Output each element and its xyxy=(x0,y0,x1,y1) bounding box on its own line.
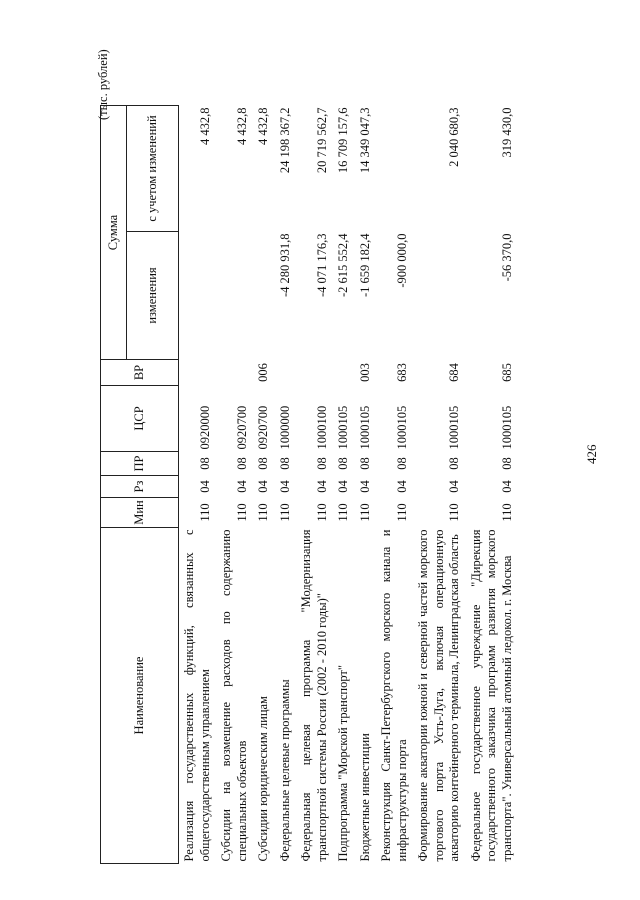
cell-total: 20 719 562,7 xyxy=(314,107,329,174)
cell-min: 110 xyxy=(447,503,461,522)
cell-total: 319 430,0 xyxy=(499,107,514,158)
cell-rz: 04 xyxy=(314,480,329,493)
cell-vr: 003 xyxy=(357,363,372,382)
cell-rz: 04 xyxy=(394,480,409,493)
cell-rz: 04 xyxy=(499,480,514,493)
cell-vr: 006 xyxy=(256,363,270,382)
cell-pr: 08 xyxy=(447,457,461,470)
page-number: 426 xyxy=(584,444,599,464)
cell-min: 110 xyxy=(314,503,329,522)
cell-pr: 08 xyxy=(197,457,212,470)
cell-vr: 685 xyxy=(499,363,514,382)
cell-rz: 04 xyxy=(336,480,350,493)
cell-csr: 1000105 xyxy=(447,405,461,450)
table-row xyxy=(466,106,519,864)
table-body xyxy=(179,106,519,864)
table-row xyxy=(216,106,253,864)
cell-vr xyxy=(333,360,355,386)
cell-csr: 1000000 xyxy=(277,405,292,450)
cell-pr: 08 xyxy=(314,457,329,470)
header-rz: Рз xyxy=(101,476,179,498)
cell-min: 110 xyxy=(197,503,212,522)
cell-vr xyxy=(179,360,217,386)
cell-pr: 08 xyxy=(357,457,372,470)
table-row xyxy=(275,106,297,864)
cell-name: Реконструкция Санкт-Петербургского морского канала и инфраструктуры порта xyxy=(379,529,409,862)
cell-min: 110 xyxy=(234,503,249,522)
cell-min: 110 xyxy=(277,503,292,522)
cell-name: Субсидии юридическим лицам xyxy=(256,696,270,862)
cell-vr: 684 xyxy=(447,363,461,382)
cell-rz: 04 xyxy=(447,480,461,493)
cell-change xyxy=(216,232,253,360)
cell-min: 110 xyxy=(357,503,372,522)
cell-csr: 1000100 xyxy=(314,405,329,450)
cell-min: 110 xyxy=(499,503,514,522)
cell-pr: 08 xyxy=(234,457,249,470)
cell-total: 4 432,8 xyxy=(234,107,249,145)
cell-change: -4 280 931,8 xyxy=(277,233,292,298)
cell-change xyxy=(253,232,275,360)
cell-vr xyxy=(296,360,333,386)
budget-table xyxy=(100,105,518,864)
cell-vr xyxy=(275,360,297,386)
cell-csr: 1000105 xyxy=(394,405,409,450)
table-header xyxy=(101,106,179,864)
cell-total: 24 198 367,2 xyxy=(277,107,292,174)
cell-pr: 08 xyxy=(277,457,292,470)
cell-change xyxy=(413,232,466,360)
cell-name: Субсидии на возмещение расходов по содержанию специальных объектов xyxy=(219,529,249,862)
units-label: (тыс. рублей) xyxy=(96,49,110,120)
header-vr: ВР xyxy=(101,360,179,386)
cell-name: Федеральные целевые программы xyxy=(277,679,292,862)
cell-name: Бюджетные инвестиции xyxy=(357,733,372,862)
cell-csr: 0920700 xyxy=(256,405,270,450)
cell-csr: 1000105 xyxy=(499,405,514,450)
cell-csr: 1000105 xyxy=(357,405,372,450)
header-change: изменения xyxy=(127,232,179,360)
header-sum: Сумма xyxy=(101,106,127,360)
table-row xyxy=(355,106,377,864)
cell-name: Федеральное государственное учреждение "Дирекция государственного заказчика программ развития морского транспорта". Универсальный атомный ледокол. г. Москва xyxy=(468,529,514,862)
table-row xyxy=(376,106,413,864)
cell-rz: 04 xyxy=(256,480,270,493)
cell-total: 2 040 680,3 xyxy=(447,107,461,167)
table-row xyxy=(413,106,466,864)
cell-min: 110 xyxy=(256,503,270,522)
cell-total: 14 349 047,3 xyxy=(357,107,372,174)
table-row xyxy=(333,106,355,864)
cell-vr xyxy=(216,360,253,386)
cell-csr: 0920000 xyxy=(197,405,212,450)
cell-csr: 1000105 xyxy=(336,405,350,450)
cell-rz: 04 xyxy=(357,480,372,493)
cell-total: 4 432,8 xyxy=(197,107,212,145)
cell-change xyxy=(179,232,217,360)
cell-change: -4 071 176,3 xyxy=(314,233,329,298)
cell-min: 110 xyxy=(394,503,409,522)
cell-change: -1 659 182,4 xyxy=(357,233,372,298)
table-row xyxy=(253,106,275,864)
cell-rz: 04 xyxy=(234,480,249,493)
cell-name: Формирование акватории южной и северной частей морского торгового порта Усть-Луга, включая операционную акваторию контейнерного терминала, Ленинградская область xyxy=(416,529,461,862)
cell-min: 110 xyxy=(336,503,350,522)
cell-vr: 683 xyxy=(394,363,409,382)
cell-csr: 0920700 xyxy=(234,405,249,450)
cell-total xyxy=(376,106,413,232)
cell-change: -900 000,0 xyxy=(394,233,409,288)
cell-pr: 08 xyxy=(499,457,514,470)
cell-name: Реализация государственных функций, связанных с общегосударственным управлением xyxy=(182,529,212,862)
header-csr: ЦСР xyxy=(101,386,179,452)
cell-pr: 08 xyxy=(336,457,350,470)
cell-pr: 08 xyxy=(256,457,270,470)
table-row xyxy=(296,106,333,864)
cell-total: 4 432,8 xyxy=(256,107,270,145)
cell-name: Подпрограмма "Морской транспорт" xyxy=(336,665,350,862)
header-min: Мин xyxy=(101,498,179,528)
cell-rz: 04 xyxy=(197,480,212,493)
cell-name: Федеральная целевая программа "Модернизация транспортной системы России (2002 - 2010 годы)" xyxy=(299,529,329,862)
header-total: с учетом изменений xyxy=(127,106,179,232)
cell-total: 16 709 157,6 xyxy=(336,107,350,174)
cell-rz: 04 xyxy=(277,480,292,493)
cell-change: -56 370,0 xyxy=(499,233,514,282)
cell-change: -2 615 552,4 xyxy=(336,233,350,298)
header-name: Наименование xyxy=(101,528,179,864)
header-pr: ПР xyxy=(101,452,179,476)
cell-pr: 08 xyxy=(394,457,409,470)
table-row xyxy=(179,106,217,864)
